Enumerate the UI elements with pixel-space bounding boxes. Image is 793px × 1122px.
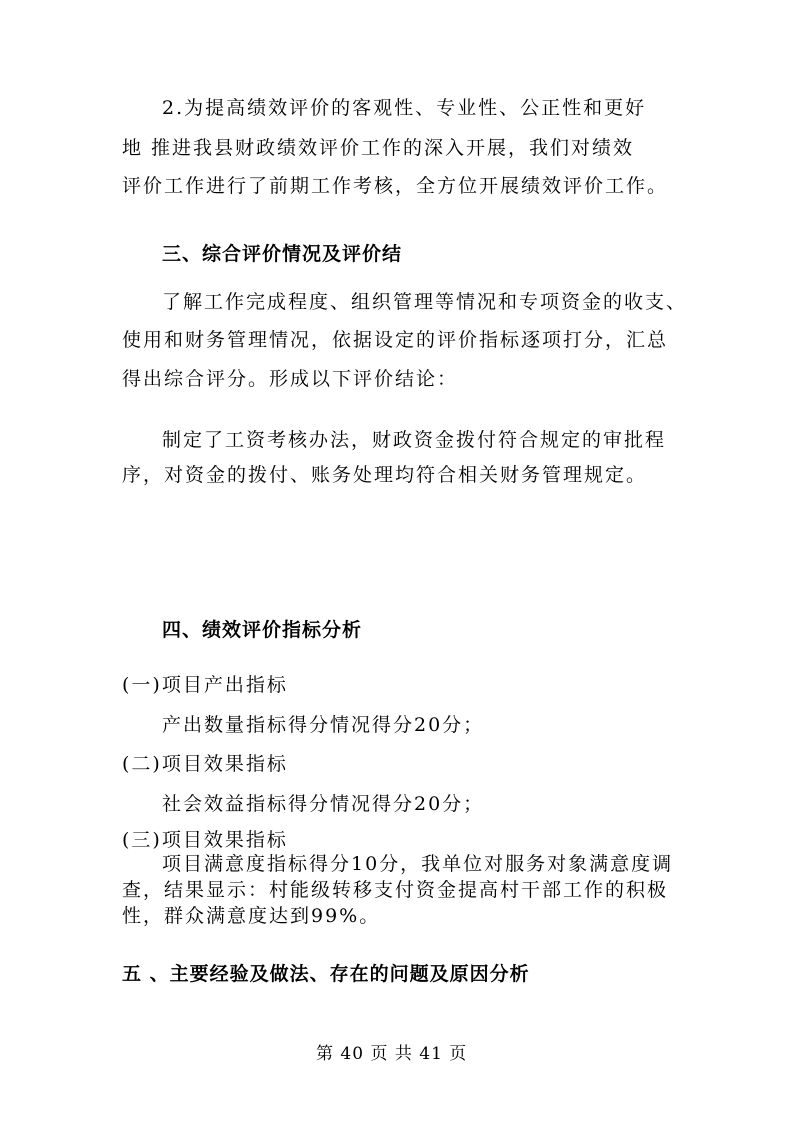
item3-text-line3: 性，群众满意度达到99%。 xyxy=(122,905,381,927)
item2-text: 社会效益指标得分情况得分20分； xyxy=(162,793,485,815)
section3-heading: 三、综合评价情况及评价结 xyxy=(162,243,403,265)
section5-heading: 五 、主要经验及做法、存在的问题及原因分析 xyxy=(122,963,530,985)
section3-p2-line1: 制定了工资考核办法，财政资金拨付符合规定的审批程 xyxy=(162,429,667,451)
item3-title: (三)项目效果指标 xyxy=(122,829,288,851)
item3-text-line2: 查，结果显示：村能级转移支付资金提高村干部工作的积极 xyxy=(122,879,669,901)
para2-line2: 地 推进我县财政绩效评价工作的深入开展，我们对绩效 xyxy=(122,137,635,159)
page-footer: 第 40 页 共 41 页 xyxy=(316,1044,468,1064)
para2-line3: 评价工作进行了前期工作考核，全方位开展绩效评价工作。 xyxy=(122,175,669,197)
item1-text: 产出数量指标得分情况得分20分； xyxy=(162,714,485,736)
section3-p2-line2: 序，对资金的拨付、账务处理均符合相关财务管理规定。 xyxy=(122,464,648,486)
section3-p1-line2: 使用和财务管理情况，依据设定的评价指标逐项打分，汇总 xyxy=(122,329,669,351)
item2-title: (二)项目效果指标 xyxy=(122,753,288,775)
section3-p1-line1: 了解工作完成程度、组织管理等情况和专项资金的收支、 xyxy=(162,291,688,313)
section3-p1-line3: 得出综合评分。形成以下评价结论： xyxy=(122,368,459,390)
item1-title: (一)项目产出指标 xyxy=(122,674,288,696)
item3-text-line1: 项目满意度指标得分10分，我单位对服务对象满意度调 xyxy=(162,853,674,875)
section4-heading: 四、绩效评价指标分析 xyxy=(162,619,363,641)
para2-line1: 2.为提高绩效评价的客观性、专业性、公正性和更好 xyxy=(162,97,647,119)
